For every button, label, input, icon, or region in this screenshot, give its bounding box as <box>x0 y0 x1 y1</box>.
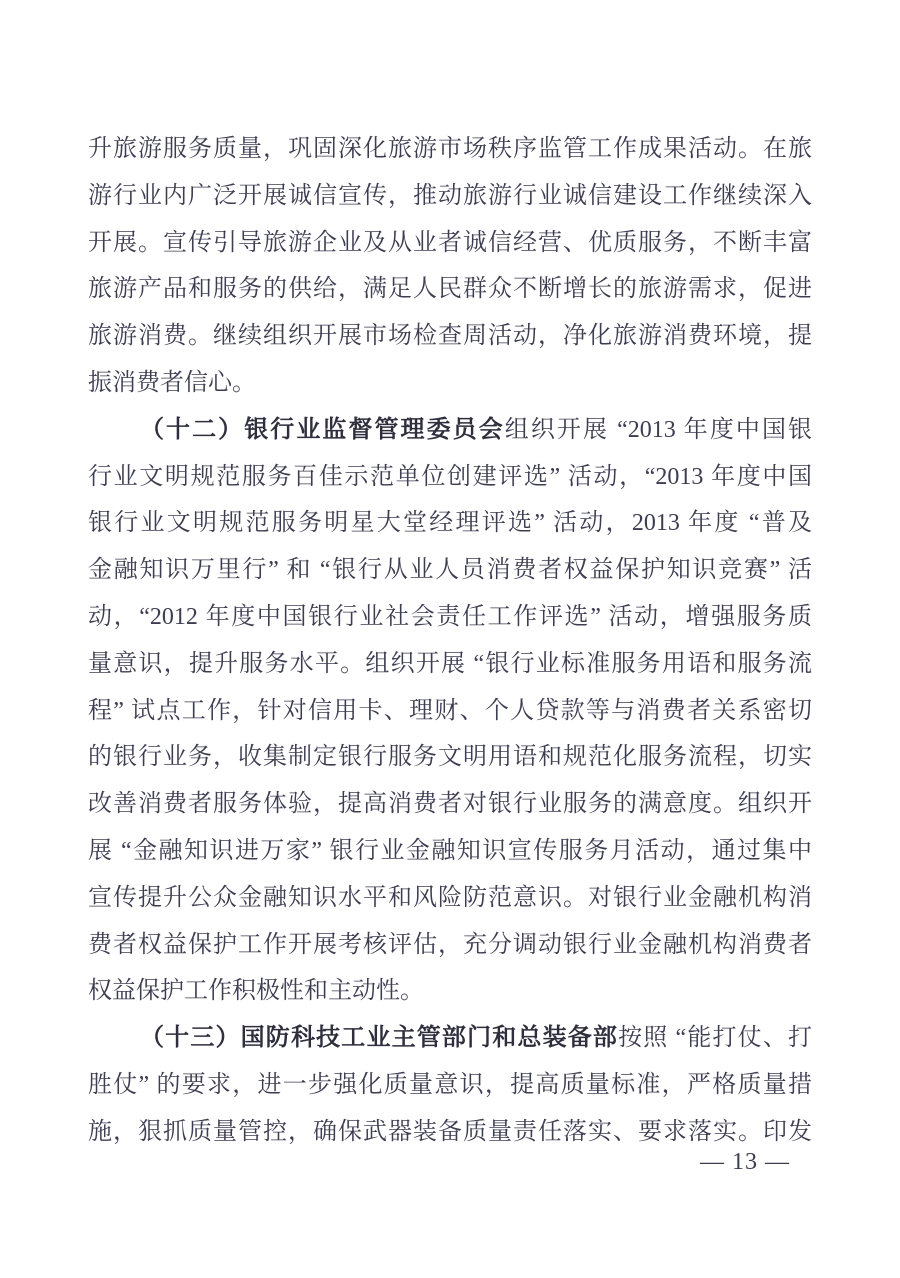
paragraph-tourism-continuation <box>88 126 812 407</box>
text-line <box>88 688 812 735</box>
body-text: 的银行业务，收集制定银行服务文明用语和规范化服务流程，切实 <box>88 744 812 771</box>
paragraph-13-defense-industry <box>88 1015 812 1155</box>
text-line <box>88 594 812 641</box>
body-text: 展 “金融知识进万家” 银行业金融知识宣传服务月活动，通过集中 <box>88 837 812 864</box>
section-heading-text: （十二）银行业监督管理委员会 <box>140 416 505 443</box>
body-text: 程” 试点工作，针对信用卡、理财、个人贷款等与消费者关系密切 <box>88 697 812 724</box>
text-line <box>88 828 812 875</box>
text-line <box>88 454 812 501</box>
body-text: 银行业文明规范服务明星大堂经理评选” 活动，2013 年度 “普及 <box>88 510 812 537</box>
body-text: 按照 “能打仗、打 <box>618 1025 812 1052</box>
text-line <box>88 173 812 220</box>
text-line <box>88 1015 812 1062</box>
text-line <box>88 547 812 594</box>
body-text: 金融知识万里行” 和 “银行从业人员消费者权益保护知识竞赛” 活 <box>88 557 812 584</box>
body-text: 量意识，提升服务水平。组织开展 “银行业标准服务用语和服务流 <box>88 650 812 677</box>
body-text: 旅游产品和服务的供给，满足人民群众不断增长的旅游需求，促进 <box>88 276 812 303</box>
text-line <box>88 922 812 969</box>
body-text: 费者权益保护工作开展考核评估，充分调动银行业金融机构消费者 <box>88 931 812 958</box>
body-text: 改善消费者服务体验，提高消费者对银行业服务的满意度。组织开 <box>88 791 812 818</box>
body-text: 旅游消费。继续组织开展市场检查周活动，净化旅游消费环境，提 <box>88 323 812 350</box>
section-heading-text: （十三）国防科技工业主管部门和总装备部 <box>140 1025 619 1052</box>
text-line <box>88 781 812 828</box>
text-line <box>88 734 812 781</box>
text-line <box>88 500 812 547</box>
body-text: 游行业内广泛开展诚信宣传，推动旅游行业诚信建设工作继续深入 <box>88 182 812 209</box>
body-text: 权益保护工作积极性和主动性。 <box>88 978 424 1005</box>
body-text: 胜仗” 的要求，进一步强化质量意识，提高质量标准，严格质量措 <box>88 1071 812 1098</box>
text-line <box>88 968 812 1015</box>
text-line <box>88 313 812 360</box>
body-text: 动，“2012 年度中国银行业社会责任工作评选” 活动，增强服务质 <box>88 603 812 630</box>
text-line <box>88 407 812 454</box>
body-text: 宣传提升公众金融知识水平和风险防范意识。对银行业金融机构消 <box>88 884 812 911</box>
text-line <box>88 266 812 313</box>
page-number <box>700 1146 790 1178</box>
body-text: 升旅游服务质量，巩固深化旅游市场秩序监管工作成果活动。在旅 <box>88 136 812 162</box>
text-line <box>88 875 812 922</box>
body-text: 行业文明规范服务百佳示范单位创建评选” 活动，“2013 年度中国 <box>88 463 812 490</box>
document-body <box>88 126 812 1156</box>
body-text: 施，狠抓质量管控，确保武器装备质量责任落实、要求落实。印发 <box>88 1118 812 1145</box>
paragraph-12-banking-regulatory-commission <box>88 407 812 1015</box>
body-text: 振消费者信心。 <box>88 369 256 396</box>
body-text: 开展。宣传引导旅游企业及从业者诚信经营、优质服务，不断丰富 <box>88 229 812 256</box>
page-number-text: — 13 — <box>700 1149 790 1175</box>
text-line <box>88 641 812 688</box>
text-line <box>88 360 812 407</box>
body-text: 组织开展 “2013 年度中国银 <box>504 416 812 443</box>
text-line <box>88 126 812 173</box>
text-line <box>88 220 812 267</box>
text-line <box>88 1062 812 1109</box>
